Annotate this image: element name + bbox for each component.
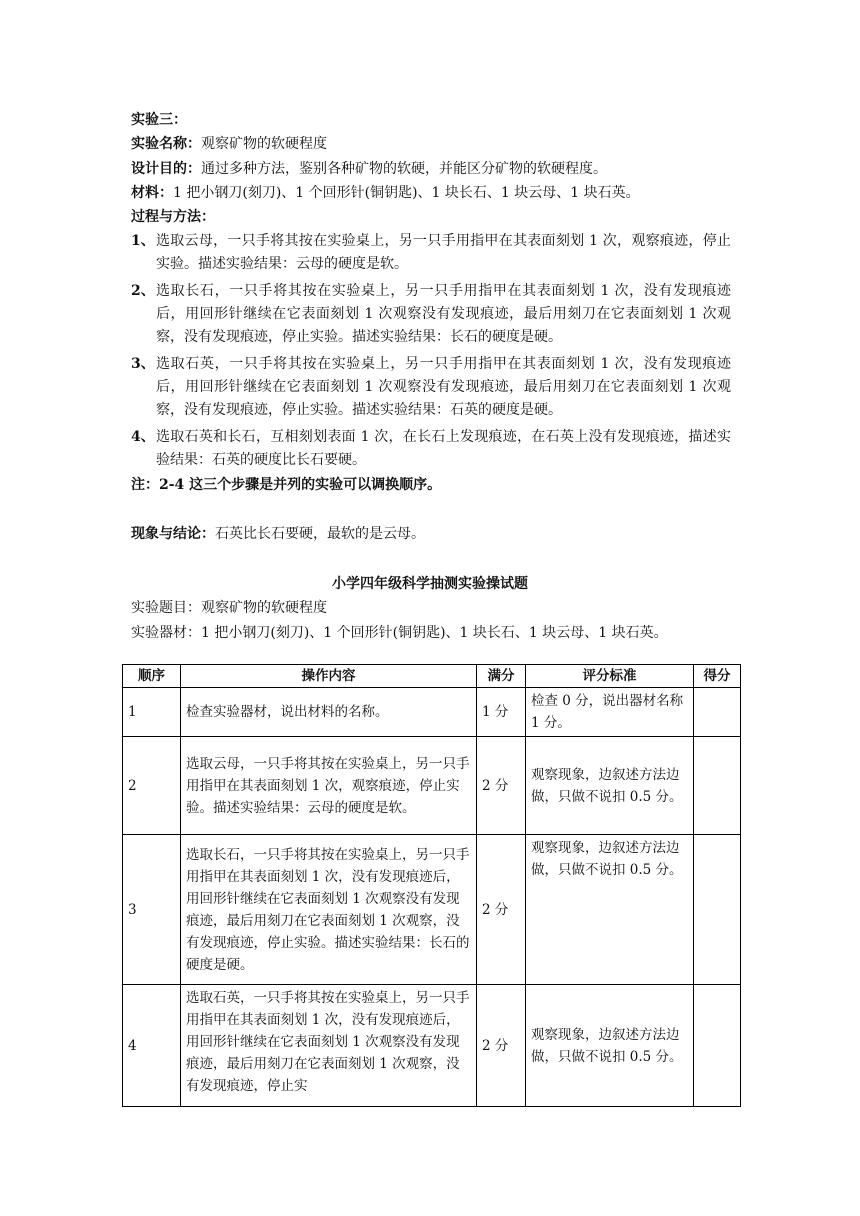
design-purpose xyxy=(131,159,607,179)
cell-score xyxy=(694,985,741,1107)
step-number: 4、 xyxy=(131,429,155,445)
cell-full-score: 1 分 xyxy=(477,688,526,737)
cell-full-score: 2 分 xyxy=(477,835,526,985)
step-number: 2、 xyxy=(131,283,155,299)
scoring-table xyxy=(122,664,741,1107)
cell-criteria: 检查 0 分，说出器材名称 1 分。 xyxy=(526,688,694,737)
experiment-heading: 实验三： xyxy=(131,112,187,128)
cell-score xyxy=(694,688,741,737)
exam-topic: 实验题目：观察矿物的软硬程度 xyxy=(131,600,327,616)
table-row xyxy=(123,985,741,1107)
cell-content: 选取长石，一只手将其按在实验桌上，另一只手用指甲在其表面刻划 1 次，没有发现痕迹后，用回形针继续在它表面刻划 1 次观察没有发现痕迹，最后用刻刀在它表面刻划 1 次观察，没有发现痕迹，停止实验。描述实验结果：长石的硬度是硬。 xyxy=(181,835,477,985)
cell-full-score: 2 分 xyxy=(477,985,526,1107)
table-header-row xyxy=(123,665,741,688)
cell-order: 4 xyxy=(123,985,181,1107)
cell-criteria: 观察现象，边叙述方法边做，只做不说扣 0.5 分。 xyxy=(526,835,694,985)
note: 注：2-4 这三个步骤是并列的实验可以调换顺序。 xyxy=(131,477,442,493)
cell-content: 检查实验器材，说出材料的名称。 xyxy=(181,688,477,737)
conclusion-value: 石英比长石要硬，最软的是云母。 xyxy=(215,526,425,542)
purpose-value: 通过多种方法，鉴别各种矿物的软硬，并能区分矿物的软硬程度。 xyxy=(201,161,607,177)
step-text: 选取石英和长石，互相刻划表面 1 次，在长石上发现痕迹，在石英上没有发现痕迹，描述实验结果：石英的硬度比长石要硬。 xyxy=(156,429,731,468)
cell-order: 2 xyxy=(123,737,181,835)
step-text: 选取云母，一只手将其按在实验桌上，另一只手用指甲在其表面刻划 1 次，观察痕迹，停止实验。描述实验结果：云母的硬度是软。 xyxy=(156,233,731,272)
materials-value: 1 把小钢刀(刻刀)、1 个回形针(铜钥匙)、1 块长石、1 块云母、1 块石英。 xyxy=(173,185,640,201)
exam-equipment: 实验器材：1 把小钢刀(刻刀)、1 个回形针(铜钥匙)、1 块长石、1 块云母、1 块石英。 xyxy=(131,625,668,641)
header-content: 操作内容 xyxy=(181,665,477,688)
process-step xyxy=(131,353,731,422)
experiment-name xyxy=(131,134,327,154)
cell-score xyxy=(694,737,741,835)
cell-criteria: 观察现象，边叙述方法边做，只做不说扣 0.5 分。 xyxy=(526,985,694,1107)
process-step xyxy=(131,426,731,472)
cell-score xyxy=(694,835,741,985)
cell-order: 1 xyxy=(123,688,181,737)
table-row xyxy=(123,688,741,737)
cell-order: 3 xyxy=(123,835,181,985)
step-text: 选取石英，一只手将其按在实验桌上，另一只手用指甲在其表面刻划 1 次，没有发现痕迹后，用回形针继续在它表面刻划 1 次观察没有发现痕迹，最后用刻刀在它表面刻划 1 次观察，没有发现痕迹，停止实验。描述实验结果：石英的硬度是硬。 xyxy=(156,356,731,418)
conclusion xyxy=(131,524,425,544)
table-row xyxy=(123,835,741,985)
cell-content: 选取云母，一只手将其按在实验桌上，另一只手用指甲在其表面刻划 1 次，观察痕迹，停止实验。描述实验结果：云母的硬度是软。 xyxy=(181,737,477,835)
step-number: 3、 xyxy=(131,356,155,372)
experiment-name-label: 实验名称： xyxy=(131,136,201,152)
header-criteria: 评分标准 xyxy=(526,665,694,688)
purpose-label: 设计目的： xyxy=(131,161,201,177)
conclusion-label: 现象与结论： xyxy=(131,526,215,542)
step-text: 选取长石，一只手将其按在实验桌上，另一只手用指甲在其表面刻划 1 次，没有发现痕迹后，用回形针继续在它表面刻划 1 次观察没有发现痕迹，最后用刻刀在它表面刻划 1 次观察，没有发现痕迹，停止实验。描述实验结果：长石的硬度是硬。 xyxy=(156,283,731,345)
header-score: 得分 xyxy=(694,665,741,688)
header-full-score: 满分 xyxy=(477,665,526,688)
cell-content: 选取石英，一只手将其按在实验桌上，另一只手用指甲在其表面刻划 1 次，没有发现痕迹后，用回形针继续在它表面刻划 1 次观察没有发现痕迹，最后用刻刀在它表面刻划 1 次观察，没有发现痕迹，停止实 xyxy=(181,985,477,1107)
materials xyxy=(131,183,640,203)
process-label: 过程与方法： xyxy=(131,209,215,225)
process-step xyxy=(131,230,731,276)
header-order: 顺序 xyxy=(123,665,181,688)
cell-criteria: 观察现象，边叙述方法边做，只做不说扣 0.5 分。 xyxy=(526,737,694,835)
process-step xyxy=(131,280,731,349)
step-number: 1、 xyxy=(131,233,155,249)
cell-full-score: 2 分 xyxy=(477,737,526,835)
exam-title: 小学四年级科学抽测实验操试题 xyxy=(332,576,528,592)
table-row xyxy=(123,737,741,835)
materials-label: 材料： xyxy=(131,185,173,201)
experiment-name-value: 观察矿物的软硬程度 xyxy=(201,136,327,152)
